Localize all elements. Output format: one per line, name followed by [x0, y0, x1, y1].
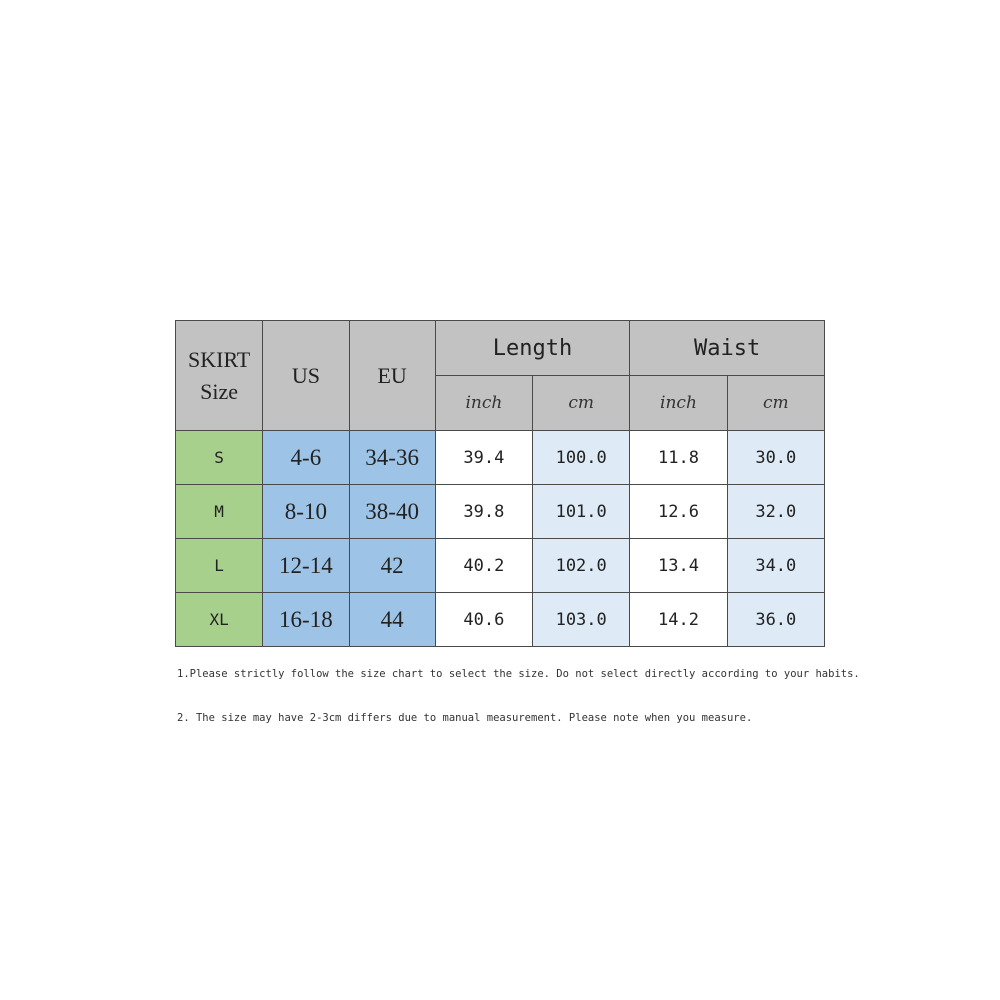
- header-row-top: [176, 321, 825, 376]
- table-row: [176, 485, 825, 539]
- header-size-label: Size: [200, 378, 239, 404]
- size-cell: S: [176, 431, 263, 485]
- table-row: [176, 593, 825, 647]
- header-waist: Waist: [630, 321, 825, 376]
- size-chart: [175, 320, 825, 647]
- us-cell: 8-10: [263, 485, 349, 539]
- header-length-inch: inch: [435, 376, 532, 431]
- header-length-cm: cm: [533, 376, 630, 431]
- waist-cm-cell: 34.0: [727, 539, 824, 593]
- length-cm-cell: 100.0: [533, 431, 630, 485]
- header-waist-inch: inch: [630, 376, 727, 431]
- header-waist-cm: cm: [727, 376, 824, 431]
- eu-cell: 42: [349, 539, 435, 593]
- us-cell: 12-14: [263, 539, 349, 593]
- eu-cell: 38-40: [349, 485, 435, 539]
- length-cm-cell: 101.0: [533, 485, 630, 539]
- waist-cm-cell: 32.0: [727, 485, 824, 539]
- waist-inch-cell: 12.6: [630, 485, 727, 539]
- size-table: [175, 320, 825, 647]
- note-2: 2. The size may have 2-3cm differs due to manual measurement. Please note when you measure.: [177, 712, 753, 724]
- header-skirt-size: [176, 321, 263, 431]
- length-inch-cell: 39.4: [435, 431, 532, 485]
- header-us: US: [263, 321, 349, 431]
- eu-cell: 34-36: [349, 431, 435, 485]
- size-notes: [177, 668, 860, 724]
- length-inch-cell: 40.2: [435, 539, 532, 593]
- waist-cm-cell: 30.0: [727, 431, 824, 485]
- length-inch-cell: 39.8: [435, 485, 532, 539]
- waist-inch-cell: 11.8: [630, 431, 727, 485]
- length-inch-cell: 40.6: [435, 593, 532, 647]
- length-cm-cell: 102.0: [533, 539, 630, 593]
- header-skirt-label: SKIRT: [188, 346, 251, 372]
- length-cm-cell: 103.0: [533, 593, 630, 647]
- table-row: [176, 539, 825, 593]
- size-cell: L: [176, 539, 263, 593]
- waist-inch-cell: 13.4: [630, 539, 727, 593]
- us-cell: 16-18: [263, 593, 349, 647]
- size-cell: M: [176, 485, 263, 539]
- us-cell: 4-6: [263, 431, 349, 485]
- header-length: Length: [435, 321, 630, 376]
- waist-cm-cell: 36.0: [727, 593, 824, 647]
- table-row: [176, 431, 825, 485]
- note-1: 1.Please strictly follow the size chart to select the size. Do not select directly according to your habits.: [177, 668, 860, 680]
- waist-inch-cell: 14.2: [630, 593, 727, 647]
- eu-cell: 44: [349, 593, 435, 647]
- size-cell: XL: [176, 593, 263, 647]
- header-eu: EU: [349, 321, 435, 431]
